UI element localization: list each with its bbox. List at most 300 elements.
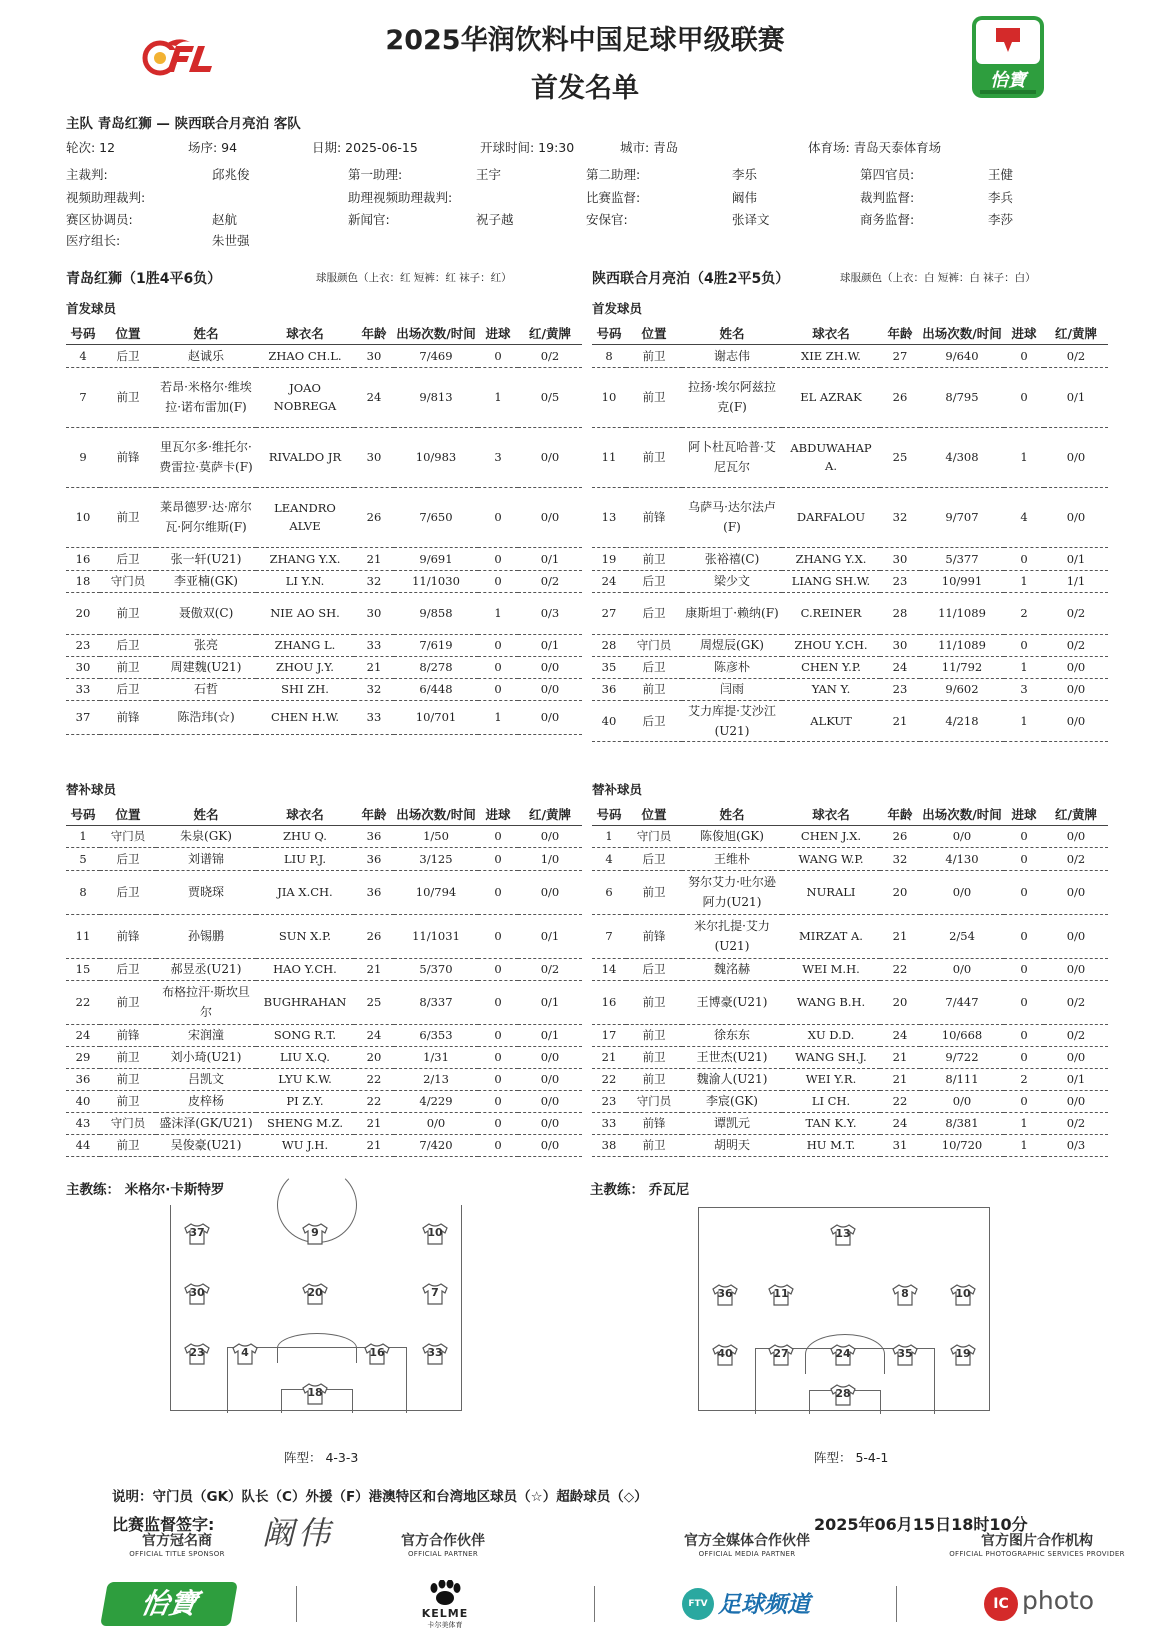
player-jersey-icon: [711, 1284, 739, 1306]
player-cards: 0/5: [518, 367, 582, 427]
col-position: 位置: [626, 322, 682, 344]
player-cards: 0/0: [1044, 1046, 1108, 1068]
table-row: [592, 958, 1108, 980]
player-name: 朱泉(GK): [156, 825, 256, 847]
player-shirt-name: ZHOU J.Y.: [256, 656, 354, 678]
player-number: 24: [592, 570, 626, 592]
player-shirt-name: ZHAO CH.L.: [256, 344, 354, 367]
player-age: 26: [880, 367, 920, 427]
player-number: 20: [66, 592, 100, 634]
player-shirt-name: WEI M.H.: [782, 958, 880, 980]
col-cards: 红/黄牌: [518, 803, 582, 825]
player-goals: 0: [1004, 847, 1044, 870]
table-row: [66, 344, 582, 367]
player-age: 32: [880, 487, 920, 547]
jersey-number: 35: [897, 1347, 913, 1360]
player-shirt-name: YAN Y.: [782, 678, 880, 700]
player-age: 20: [880, 980, 920, 1024]
legend-note: 说明：守门员（GK）队长（C）外援（F）港澳特区和台湾地区球员（☆）超龄球员（◇）: [112, 1489, 648, 1505]
player-age: 30: [880, 634, 920, 656]
player-position: 前卫: [100, 592, 156, 634]
player-name: 布格拉汗·斯坎旦尔: [156, 980, 256, 1024]
home-coach: 主教练： 米格尔·卡斯特罗: [66, 1182, 225, 1198]
table-row: [592, 1090, 1108, 1112]
player-cards: 0/0: [518, 1046, 582, 1068]
jersey-number: 9: [311, 1226, 319, 1239]
table-row: [66, 570, 582, 592]
divider: [296, 1586, 297, 1622]
player-apps: 9/813: [394, 367, 478, 427]
player-shirt-name: JIA X.CH.: [256, 870, 354, 914]
official-label: 新闻官:: [348, 212, 390, 227]
player-name: 陈俊旭(GK): [682, 825, 782, 847]
player-apps: 9/707: [920, 487, 1004, 547]
player-cards: 0/0: [518, 678, 582, 700]
player-position: 前卫: [626, 678, 682, 700]
player-age: 36: [354, 825, 394, 847]
player-age: 21: [354, 1112, 394, 1134]
player-position: 前卫: [100, 1090, 156, 1112]
player-age: 30: [880, 547, 920, 570]
player-cards: 1/1: [1044, 570, 1108, 592]
player-goals: 0: [478, 825, 518, 847]
col-apps: 出场次数/时间: [394, 803, 478, 825]
player-position: 前卫: [100, 1046, 156, 1068]
player-goals: 0: [1004, 367, 1044, 427]
player-position: 前卫: [626, 367, 682, 427]
player-age: 36: [354, 870, 394, 914]
player-jersey-icon: [421, 1283, 449, 1305]
player-position: 后卫: [626, 570, 682, 592]
player-age: 27: [880, 344, 920, 367]
player-apps: 9/602: [920, 678, 1004, 700]
away-starters-table: [592, 322, 1108, 742]
player-name: 徐东东: [682, 1024, 782, 1046]
player-shirt-name: RIVALDO JR: [256, 427, 354, 487]
col-age: 年龄: [354, 803, 394, 825]
signature-label: 比赛监督签字:: [112, 1515, 215, 1534]
player-age: 25: [354, 980, 394, 1024]
player-age: 21: [880, 1046, 920, 1068]
player-age: 25: [880, 427, 920, 487]
player-goals: 0: [478, 547, 518, 570]
player-name: 阿卜杜瓦哈普·艾尼瓦尔: [682, 427, 782, 487]
player-age: 24: [880, 1112, 920, 1134]
player-position: 前卫: [100, 367, 156, 427]
player-goals: 0: [1004, 634, 1044, 656]
official-label: 第四官员:: [860, 167, 915, 182]
player-jersey-icon: [891, 1344, 919, 1366]
player-age: 21: [354, 1134, 394, 1156]
player-apps: 8/795: [920, 367, 1004, 427]
jersey-number: 10: [955, 1287, 971, 1300]
player-name: 米尔扎提·艾力(U21): [682, 914, 782, 958]
col-goals: 进球: [478, 803, 518, 825]
player-shirt-name: PI Z.Y.: [256, 1090, 354, 1112]
player-cards: 1/0: [518, 847, 582, 870]
player-number: 29: [66, 1046, 100, 1068]
table-row: [66, 1046, 582, 1068]
official-label: 助理视频助理裁判:: [348, 190, 453, 205]
table-row: [66, 1134, 582, 1156]
player-apps: 0/0: [920, 825, 1004, 847]
player-goals: 0: [478, 678, 518, 700]
player-cards: 0/2: [1044, 592, 1108, 634]
table-row: [592, 914, 1108, 958]
player-cards: 0/0: [1044, 700, 1108, 741]
player-shirt-name: ABDUWAHAP A.: [782, 427, 880, 487]
player-cards: 0/1: [1044, 1068, 1108, 1090]
jersey-number: 19: [955, 1347, 971, 1360]
player-number: 18: [66, 570, 100, 592]
table-row: [592, 825, 1108, 847]
player-age: 21: [354, 547, 394, 570]
player-name: 贾晓琛: [156, 870, 256, 914]
player-position: 前锋: [100, 700, 156, 734]
jersey-number: 40: [717, 1347, 733, 1360]
player-goals: 0: [478, 870, 518, 914]
player-name: 周煜辰(GK): [682, 634, 782, 656]
player-shirt-name: ALKUT: [782, 700, 880, 741]
player-position: 前卫: [100, 487, 156, 547]
player-name: 孙锡鹏: [156, 914, 256, 958]
player-number: 5: [66, 847, 100, 870]
player-apps: 10/701: [394, 700, 478, 734]
player-position: 前卫: [626, 1024, 682, 1046]
table-row: [66, 656, 582, 678]
player-number: 4: [592, 847, 626, 870]
player-number: 16: [66, 547, 100, 570]
player-goals: 0: [478, 1090, 518, 1112]
player-position: 前卫: [626, 547, 682, 570]
player-number: 7: [592, 914, 626, 958]
player-age: 22: [880, 958, 920, 980]
player-age: 22: [880, 1090, 920, 1112]
table-row: [66, 1068, 582, 1090]
table-row: [66, 980, 582, 1024]
player-apps: 10/720: [920, 1134, 1004, 1156]
jersey-number: 10: [427, 1226, 443, 1239]
home-formation-pitch: [170, 1205, 462, 1411]
player-jersey-icon: [183, 1343, 211, 1365]
player-age: 21: [880, 1068, 920, 1090]
table-row: [66, 958, 582, 980]
yibao-sponsor-logo: [100, 1582, 238, 1626]
ftv-badge: FTV: [682, 1588, 714, 1620]
player-position: 前锋: [626, 487, 682, 547]
player-apps: 7/420: [394, 1134, 478, 1156]
player-number: 6: [592, 870, 626, 914]
match-date: 日期: 2025-06-15: [312, 140, 418, 155]
away-team-name: 陕西联合月亮泊（4胜2平5负）: [592, 271, 790, 287]
player-apps: 8/337: [394, 980, 478, 1024]
official-label: 商务监督:: [860, 212, 915, 227]
player-number: 10: [592, 367, 626, 427]
city: 城市: 青岛: [620, 140, 679, 155]
player-jersey-icon: [301, 1223, 329, 1245]
player-goals: 0: [1004, 980, 1044, 1024]
official-value: 祝子越: [476, 212, 514, 227]
player-jersey-icon: [231, 1343, 259, 1365]
col-cards: 红/黄牌: [1044, 803, 1108, 825]
player-position: 前卫: [626, 980, 682, 1024]
jersey-number: 13: [835, 1227, 851, 1240]
player-number: 21: [592, 1046, 626, 1068]
player-age: 24: [354, 367, 394, 427]
player-name: 皮梓杨: [156, 1090, 256, 1112]
player-goals: 1: [1004, 427, 1044, 487]
player-shirt-name: ZHANG Y.X.: [782, 547, 880, 570]
table-row: [592, 678, 1108, 700]
player-shirt-name: LYU K.W.: [256, 1068, 354, 1090]
player-position: 前卫: [626, 427, 682, 487]
away-coach: 主教练： 乔瓦尼: [590, 1182, 690, 1198]
table-row: [66, 427, 582, 487]
player-shirt-name: WANG SH.J.: [782, 1046, 880, 1068]
col-name: 姓名: [682, 803, 782, 825]
player-age: 26: [354, 914, 394, 958]
col-age: 年龄: [354, 322, 394, 344]
player-shirt-name: EL AZRAK: [782, 367, 880, 427]
table-row: [592, 1134, 1108, 1156]
player-position: 守门员: [100, 1112, 156, 1134]
player-name: 谭凯元: [682, 1112, 782, 1134]
jersey-number: 23: [189, 1346, 205, 1359]
player-name: 陈彦朴: [682, 656, 782, 678]
table-row: [66, 592, 582, 634]
player-number: 8: [592, 344, 626, 367]
table-row: [66, 1024, 582, 1046]
player-age: 23: [880, 678, 920, 700]
player-cards: 0/0: [1044, 656, 1108, 678]
player-shirt-name: ZHANG Y.X.: [256, 547, 354, 570]
table-row: [66, 825, 582, 847]
player-cards: 0/2: [1044, 980, 1108, 1024]
player-apps: 6/448: [394, 678, 478, 700]
sponsor-partner: [388, 1530, 498, 1558]
player-cards: 0/2: [1044, 634, 1108, 656]
table-row: [592, 427, 1108, 487]
player-age: 32: [354, 678, 394, 700]
player-age: 28: [880, 592, 920, 634]
official-value: 阚伟: [732, 190, 758, 205]
official-value: 张译文: [732, 212, 770, 227]
player-name: 梁少文: [682, 570, 782, 592]
player-apps: 11/1031: [394, 914, 478, 958]
player-shirt-name: LI CH.: [782, 1090, 880, 1112]
icphoto-text: photo: [1022, 1586, 1095, 1615]
player-name: 康斯坦丁·赖纳(F): [682, 592, 782, 634]
player-goals: 4: [1004, 487, 1044, 547]
player-jersey-icon: [421, 1223, 449, 1245]
official-label: 视频助理裁判:: [66, 190, 146, 205]
col-number: 号码: [66, 322, 100, 344]
player-apps: 4/218: [920, 700, 1004, 741]
kelme-sub-text: 卡尔美体育: [427, 1621, 463, 1629]
kelme-logo: [410, 1580, 480, 1632]
col-shirt-name: 球衣名: [256, 803, 354, 825]
player-position: 前卫: [100, 1068, 156, 1090]
player-cards: 0/3: [1044, 1134, 1108, 1156]
player-position: 守门员: [626, 634, 682, 656]
home-starters-label: 首发球员: [66, 301, 117, 316]
player-goals: 0: [478, 1046, 518, 1068]
col-name: 姓名: [156, 322, 256, 344]
ftv-text: 足球频道: [718, 1592, 810, 1618]
sponsor-en: OFFICIAL MEDIA PARTNER: [698, 1550, 796, 1558]
col-position: 位置: [100, 322, 156, 344]
official-value: 邱兆俊: [212, 167, 250, 182]
player-cards: 0/1: [1044, 367, 1108, 427]
penalty-arc: [277, 1333, 357, 1363]
player-cards: 0/1: [518, 547, 582, 570]
home-subs-label: 替补球员: [66, 782, 117, 797]
player-number: 30: [66, 656, 100, 678]
player-goals: 0: [478, 914, 518, 958]
table-row: [592, 547, 1108, 570]
col-shirt-name: 球衣名: [782, 322, 880, 344]
table-row: [66, 870, 582, 914]
player-apps: 0/0: [920, 1090, 1004, 1112]
table-header: [66, 322, 582, 344]
player-shirt-name: LEANDRO ALVE: [256, 487, 354, 547]
player-jersey-icon: [183, 1223, 211, 1245]
jersey-number: 8: [901, 1287, 909, 1300]
player-cards: 0/0: [518, 487, 582, 547]
player-name: 胡明天: [682, 1134, 782, 1156]
player-name: 刘小琦(U21): [156, 1046, 256, 1068]
away-kit-colors: 球服颜色（上衣：白 短裤：白 袜子：白）: [840, 272, 1036, 284]
player-shirt-name: NIE AO SH.: [256, 592, 354, 634]
player-shirt-name: ZHOU Y.CH.: [782, 634, 880, 656]
away-starters-label: 首发球员: [592, 301, 643, 316]
player-apps: 5/377: [920, 547, 1004, 570]
player-jersey-icon: [829, 1384, 857, 1406]
timestamp: 2025年06月15日18时10分: [814, 1515, 1028, 1534]
player-cards: 0/0: [1044, 870, 1108, 914]
sponsor-en: OFFICIAL PHOTOGRAPHIC SERVICES PROVIDER: [949, 1550, 1125, 1558]
player-goals: 0: [1004, 870, 1044, 914]
col-number: 号码: [592, 803, 626, 825]
player-number: 13: [592, 487, 626, 547]
player-cards: 0/0: [1044, 678, 1108, 700]
table-row: [592, 592, 1108, 634]
table-row: [66, 367, 582, 427]
player-number: 15: [66, 958, 100, 980]
official-value: 李乐: [732, 167, 758, 182]
player-goals: 1: [1004, 700, 1044, 741]
player-number: 36: [592, 678, 626, 700]
player-position: 前卫: [100, 980, 156, 1024]
kickoff-time: 开球时间: 19:30: [480, 140, 575, 155]
player-goals: 0: [1004, 344, 1044, 367]
player-number: 8: [66, 870, 100, 914]
player-cards: 0/2: [1044, 344, 1108, 367]
player-age: 30: [354, 344, 394, 367]
player-shirt-name: WANG W.P.: [782, 847, 880, 870]
col-age: 年龄: [880, 803, 920, 825]
player-cards: 0/0: [518, 427, 582, 487]
table-row: [66, 1112, 582, 1134]
player-cards: 0/0: [1044, 427, 1108, 487]
player-shirt-name: LIU P.J.: [256, 847, 354, 870]
player-number: 19: [592, 547, 626, 570]
player-apps: 0/0: [394, 1112, 478, 1134]
official-value: 朱世强: [212, 233, 250, 248]
sponsor-en: OFFICIAL PARTNER: [407, 1550, 478, 1558]
player-name: 赵诚乐: [156, 344, 256, 367]
divider: [896, 1586, 897, 1622]
player-name: 王维朴: [682, 847, 782, 870]
player-apps: 7/650: [394, 487, 478, 547]
page-subtitle: 首发名单: [531, 73, 639, 104]
player-apps: 11/1030: [394, 570, 478, 592]
player-position: 后卫: [100, 634, 156, 656]
col-apps: 出场次数/时间: [920, 322, 1004, 344]
jersey-number: 18: [307, 1386, 323, 1399]
player-goals: 1: [1004, 656, 1044, 678]
player-apps: 4/308: [920, 427, 1004, 487]
official-label: 第一助理:: [348, 167, 403, 182]
player-shirt-name: WEI Y.R.: [782, 1068, 880, 1090]
table-header: [592, 803, 1108, 825]
player-age: 32: [880, 847, 920, 870]
player-shirt-name: SONG R.T.: [256, 1024, 354, 1046]
player-number: 16: [592, 980, 626, 1024]
player-position: 守门员: [100, 825, 156, 847]
official-value: 李兵: [988, 190, 1014, 205]
col-name: 姓名: [156, 803, 256, 825]
player-age: 20: [880, 870, 920, 914]
player-jersey-icon: [301, 1283, 329, 1305]
player-cards: 0/0: [518, 825, 582, 847]
player-jersey-icon: [183, 1283, 211, 1305]
player-position: 后卫: [100, 958, 156, 980]
official-value: 王宇: [476, 167, 502, 182]
player-number: 43: [66, 1112, 100, 1134]
player-cards: 0/1: [518, 1024, 582, 1046]
table-row: [592, 634, 1108, 656]
player-goals: 1: [478, 592, 518, 634]
player-apps: 11/1089: [920, 592, 1004, 634]
player-position: 前锋: [626, 1112, 682, 1134]
player-cards: 0/0: [518, 1068, 582, 1090]
col-number: 号码: [592, 322, 626, 344]
player-shirt-name: CHEN J.X.: [782, 825, 880, 847]
player-age: 21: [354, 656, 394, 678]
yibao-logo: [972, 16, 1044, 98]
player-shirt-name: LIANG SH.W.: [782, 570, 880, 592]
player-goals: 0: [1004, 1090, 1044, 1112]
player-age: 21: [880, 700, 920, 741]
player-apps: 6/353: [394, 1024, 478, 1046]
sponsor-cn: 官方冠名商: [142, 1533, 212, 1549]
player-jersey-icon: [891, 1284, 919, 1306]
player-apps: 10/983: [394, 427, 478, 487]
col-number: 号码: [66, 803, 100, 825]
icphoto-logo: [984, 1586, 1104, 1622]
player-cards: 0/0: [1044, 825, 1108, 847]
player-goals: 0: [1004, 1024, 1044, 1046]
player-cards: 0/2: [1044, 1112, 1108, 1134]
player-age: 31: [880, 1134, 920, 1156]
player-apps: 9/691: [394, 547, 478, 570]
player-goals: 1: [1004, 570, 1044, 592]
player-cards: 0/2: [1044, 847, 1108, 870]
jersey-number: 27: [773, 1347, 789, 1360]
player-name: 张亮: [156, 634, 256, 656]
player-goals: 0: [1004, 825, 1044, 847]
